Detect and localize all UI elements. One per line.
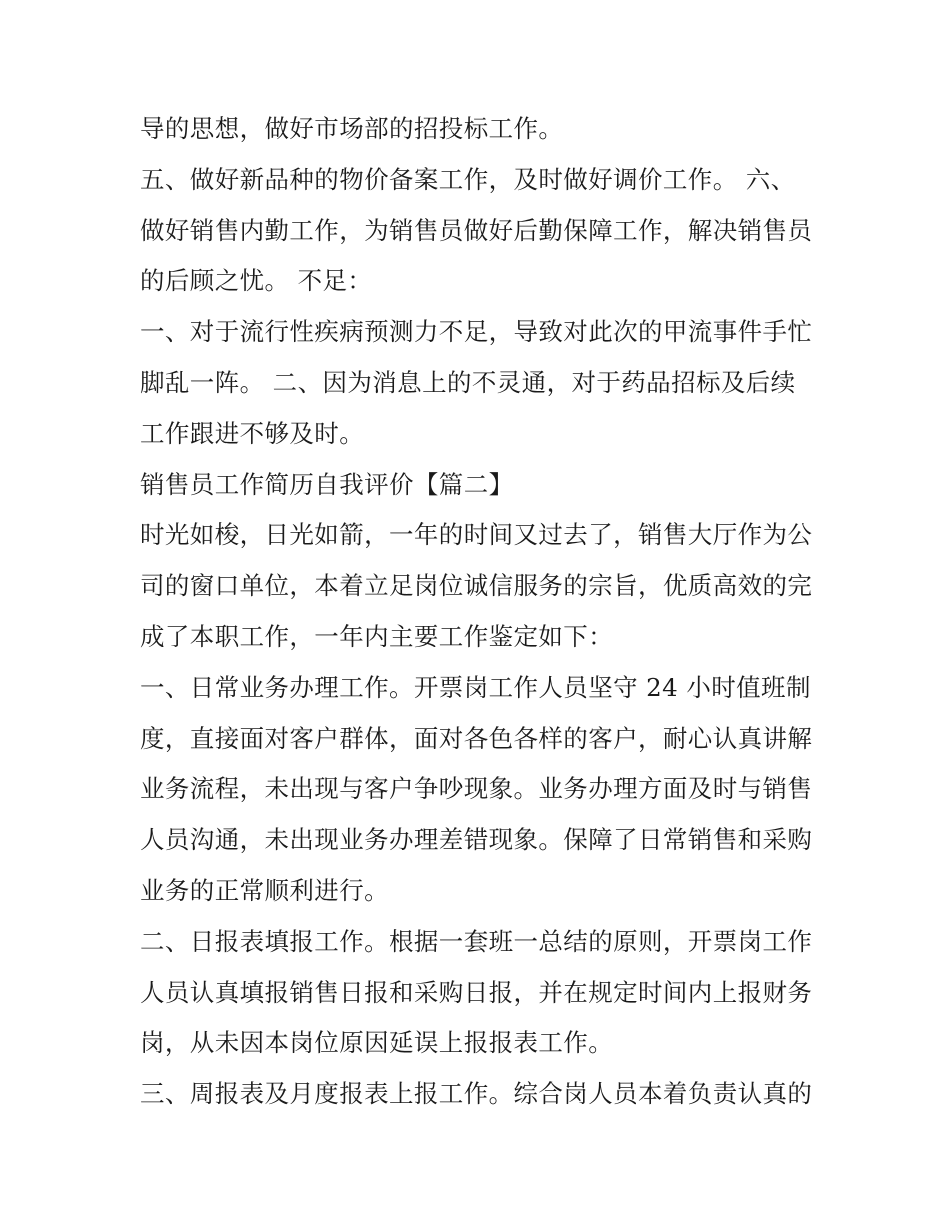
text-line: 的后顾之忧。 不足：: [140, 266, 373, 296]
text-line: 时光如梭，日光如箭，一年的时间又过去了，销售大厅作为公: [140, 520, 813, 550]
text-line: 二、日报表填报工作。根据一套班一总结的原则，开票岗工作: [140, 926, 813, 956]
text-line: 人员沟通，未出现业务办理差错现象。保障了日常销售和采购: [140, 825, 813, 855]
text-line: 岗，从未因本岗位原因延误上报报表工作。: [140, 1028, 614, 1058]
text-line: 一、日常业务办理工作。开票岗工作人员坚守 24 小时值班制: [140, 672, 811, 702]
text-line: 一、对于流行性疾病预测力不足，导致对此次的甲流事件手忙: [140, 317, 813, 347]
section-heading: 销售员工作简历自我评价【篇二】: [140, 469, 514, 499]
text-line: 成了本职工作，一年内主要工作鉴定如下：: [140, 621, 614, 651]
text-line: 五、做好新品种的物价备案工作，及时做好调价工作。 六、: [140, 164, 796, 194]
text-line: 度，直接面对客户群体，面对各色各样的客户，耐心认真讲解: [140, 723, 813, 753]
text-line: 工作跟进不够及时。: [140, 418, 365, 448]
document-body: [140, 104, 820, 1120]
text-line: 三、周报表及月度报表上报工作。综合岗人员本着负责认真的: [140, 1079, 813, 1109]
text-line: 业务的正常顺利进行。: [140, 875, 389, 905]
text-line: 导的思想，做好市场部的招投标工作。: [140, 114, 564, 143]
text-line: 做好销售内勤工作，为销售员做好后勤保障工作，解决销售员: [140, 215, 813, 245]
text-line: 业务流程，未出现与客户争吵现象。业务办理方面及时与销售: [140, 774, 813, 804]
text-line: 司的窗口单位，本着立足岗位诚信服务的宗旨，优质高效的完: [140, 571, 813, 601]
text-line: 人员认真填报销售日报和采购日报，并在规定时间内上报财务: [140, 977, 813, 1007]
text-line: 脚乱一阵。 二、因为消息上的不灵通，对于药品招标及后续: [140, 367, 796, 397]
